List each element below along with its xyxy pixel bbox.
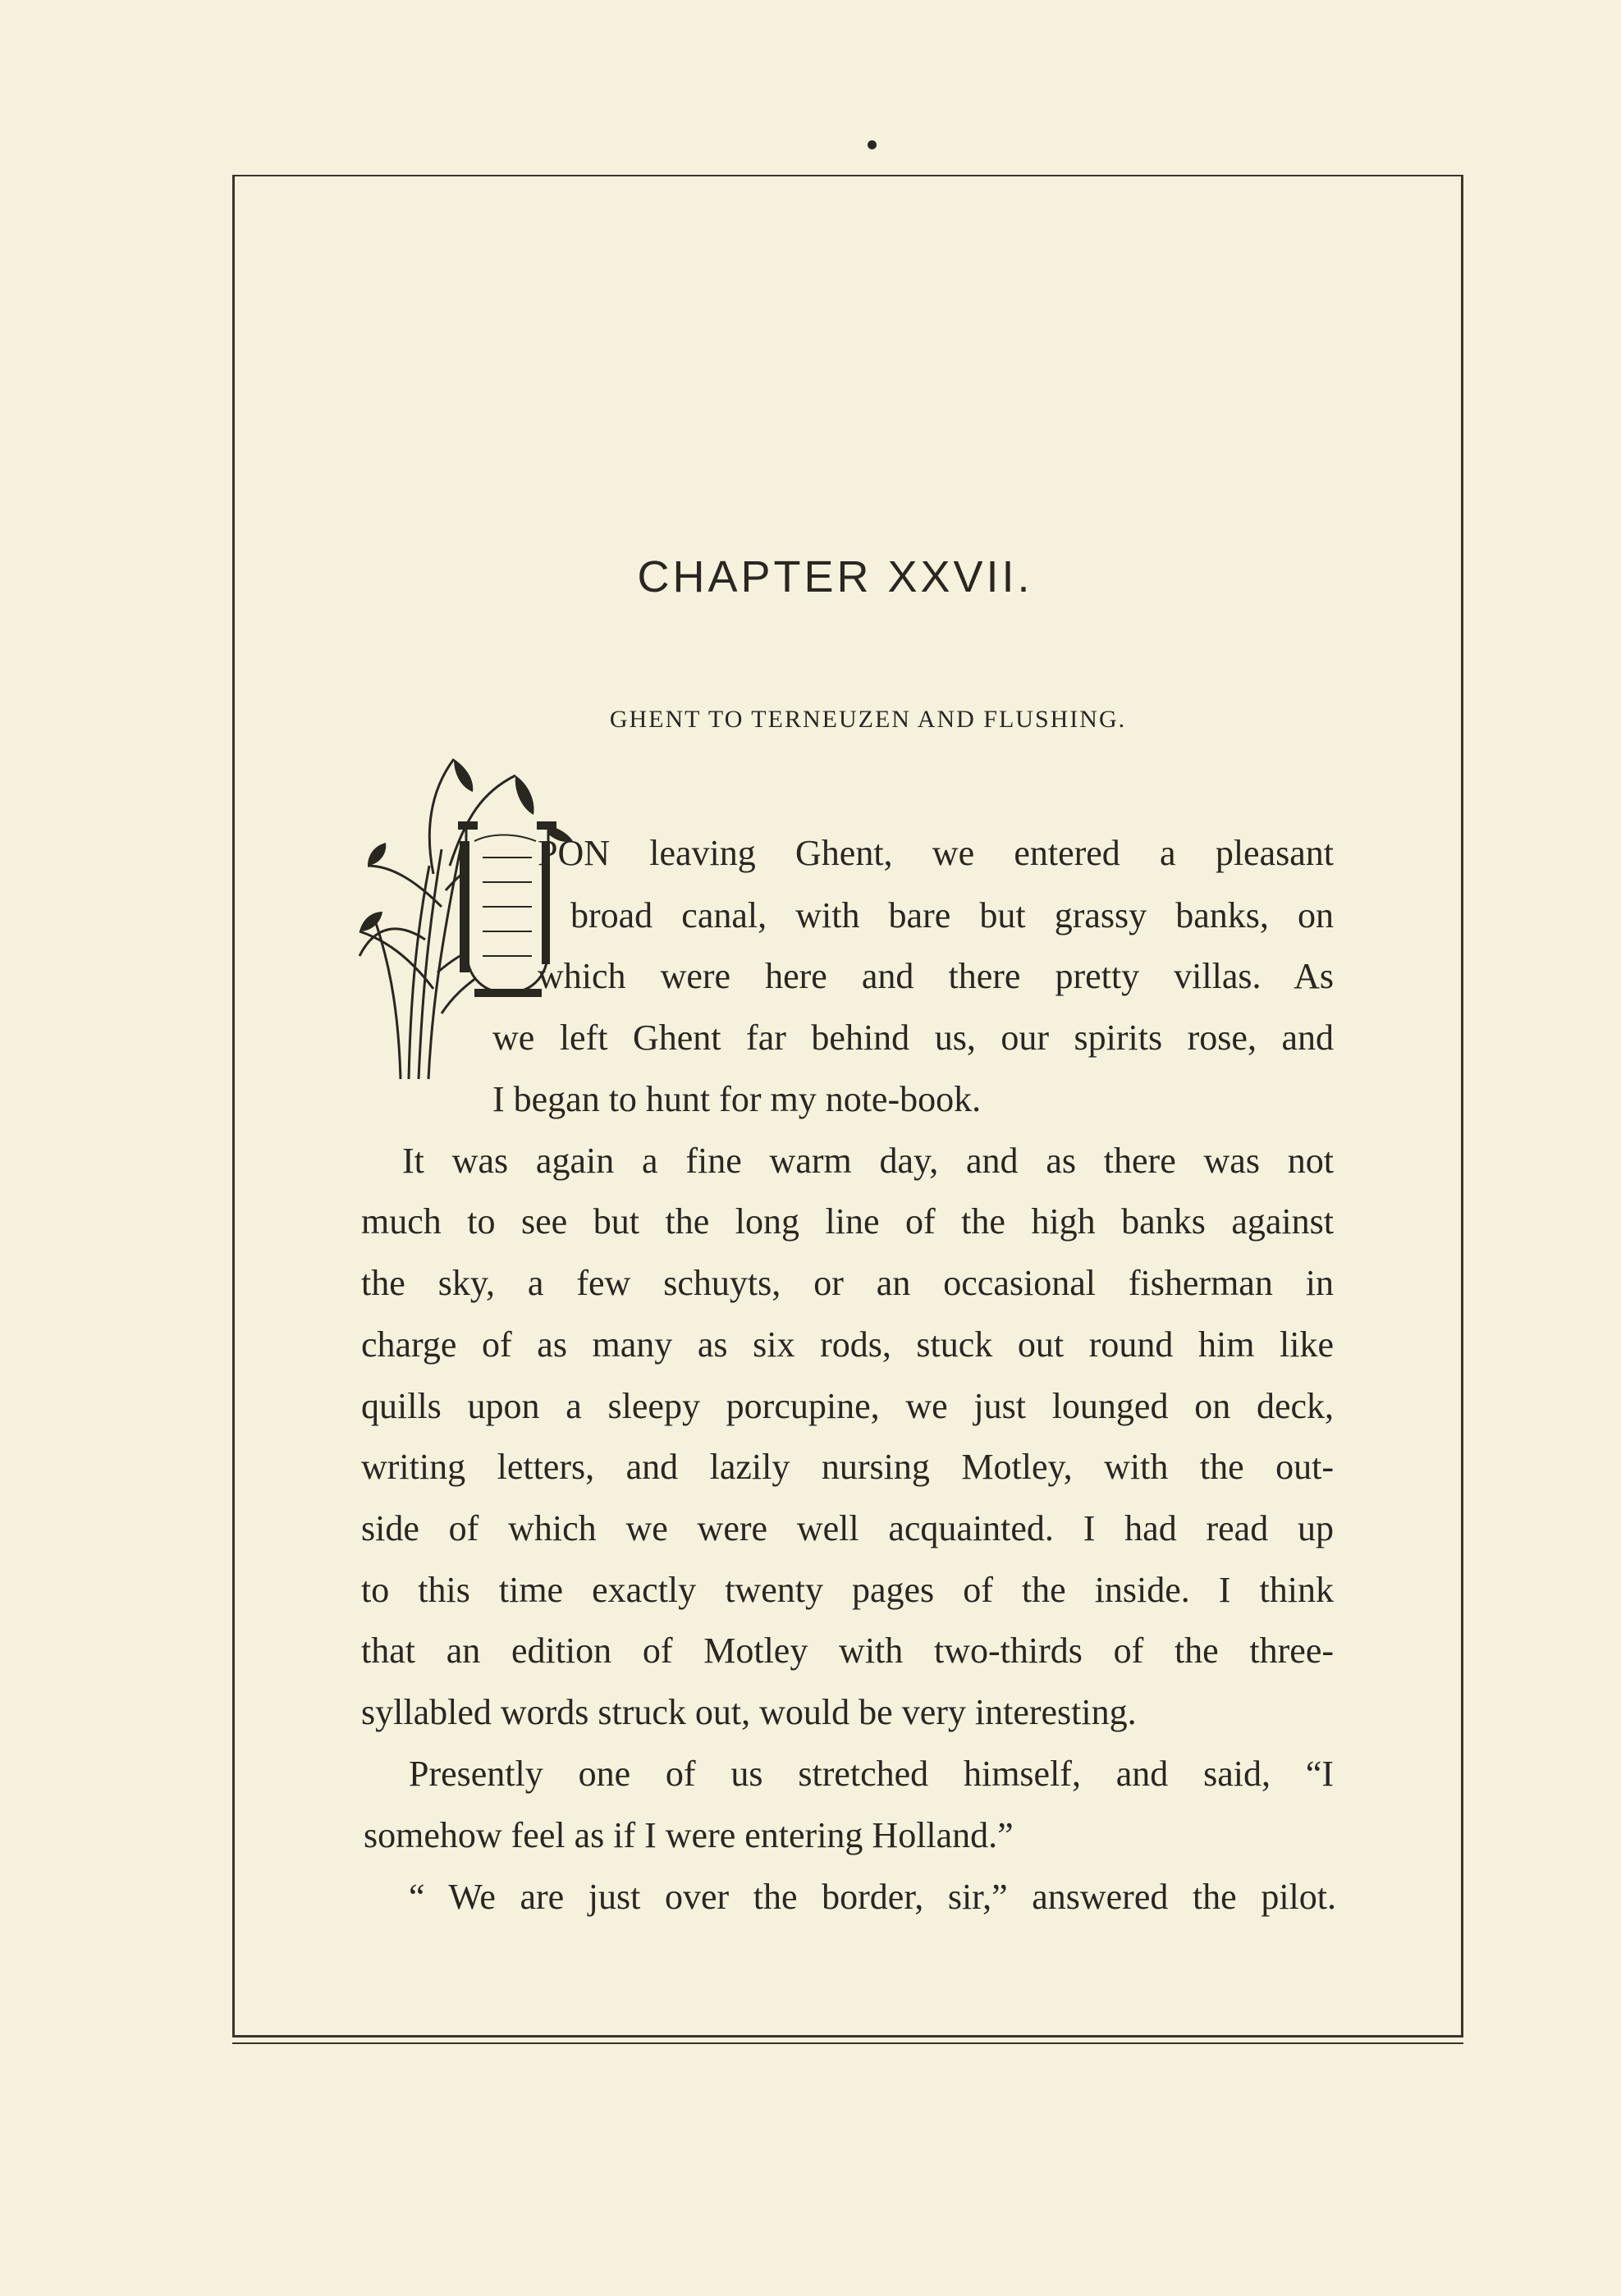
body-line-5: I began to hunt for my note-book. [492,1079,982,1119]
body-line-15: syllabled words struck out, would be very interesting. [361,1692,1137,1732]
body-line-4: we left Ghent far behind us, our spirits rose, and [492,1018,1334,1058]
body-line-6: It was again a fine warm day, and as there was not [402,1141,1334,1181]
body-line-18: “ We are just over the border, sir,” answered the pilot. [409,1877,1336,1917]
body-line-16: Presently one of us stretched himself, and said, “I [409,1754,1334,1794]
body-line-10: quills upon a sleepy porcupine, we just lounged on deck, [361,1386,1334,1426]
body-line-13: to this time exactly twenty pages of the inside. I think [361,1570,1334,1610]
body-line-7: much to see but the long line of the high banks against [361,1201,1334,1242]
body-line-11: writing letters, and lazily nursing Motley, with the out- [361,1447,1334,1487]
body-line-12: side of which we were well acquainted. I had read up [361,1508,1334,1548]
printer-mark-dot [868,140,877,149]
body-line-2: broad canal, with bare but grassy banks, on [570,895,1334,935]
body-line-3: which were here and there pretty villas. As [538,956,1334,996]
page-border-bottom-rule [232,2042,1463,2044]
chapter-subtitle: GHENT TO TERNEUZEN AND FLUSHING. [609,706,1127,733]
chapter-title: CHAPTER XXVII. [637,552,1033,601]
body-line-14: that an edition of Motley with two-thirds of the three- [361,1631,1334,1671]
body-line-17: somehow feel as if I were entering Holland.” [364,1815,1014,1855]
body-line-9: charge of as many as six rods, stuck out round him like [361,1324,1334,1365]
body-line-8: the sky, a few schuyts, or an occasional fisherman in [361,1263,1334,1303]
body-line-1: PON leaving Ghent, we entered a pleasant [538,833,1334,873]
